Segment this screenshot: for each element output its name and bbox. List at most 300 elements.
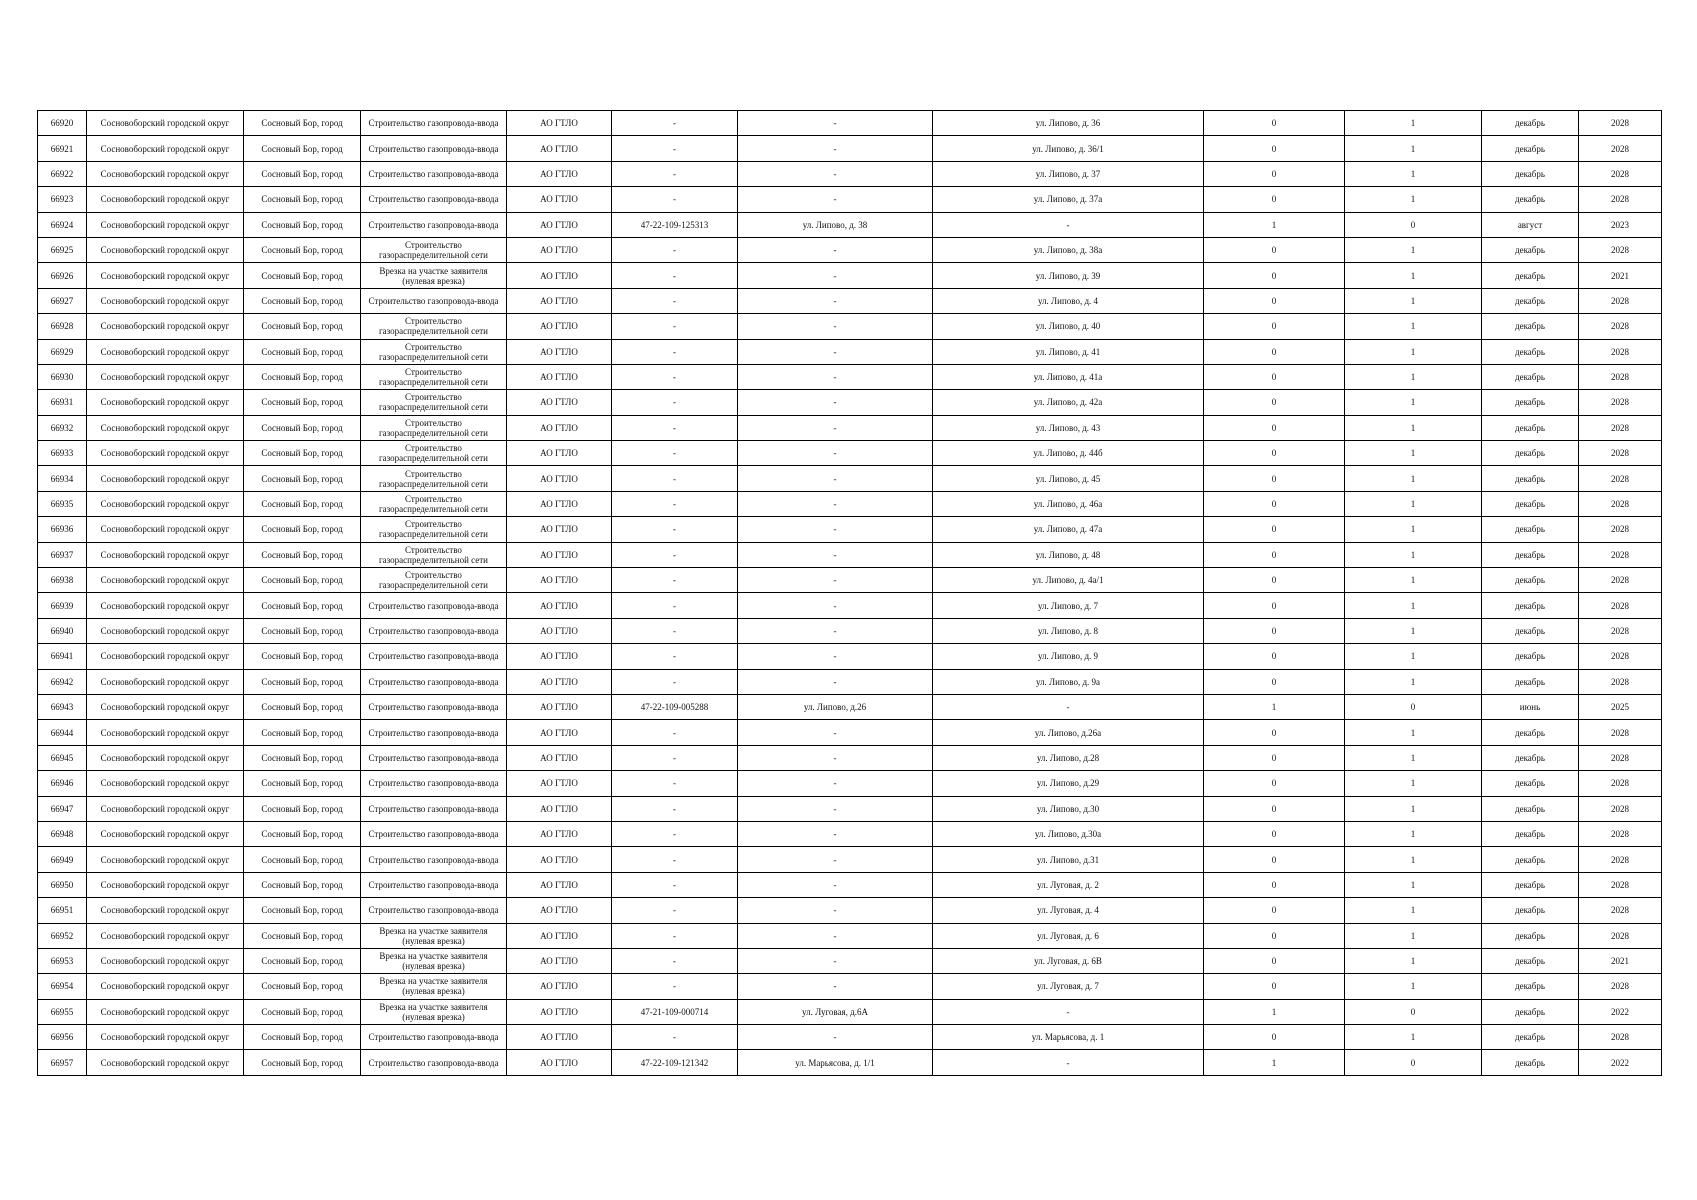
cell-value-b: 1: [1345, 847, 1482, 872]
cell-value-a: 0: [1204, 948, 1345, 973]
cell-month: декабрь: [1482, 847, 1579, 872]
cell-value-a: 0: [1204, 517, 1345, 542]
cell-object-address: -: [738, 415, 933, 440]
cell-work-type: Строительство газораспределительной сети: [361, 415, 507, 440]
cell-month: декабрь: [1482, 923, 1579, 948]
cell-cadastral-number: -: [612, 263, 738, 288]
cell-cadastral-number: -: [612, 821, 738, 846]
cell-settlement: Сосновый Бор, город: [244, 720, 361, 745]
cell-cadastral-number: -: [612, 542, 738, 567]
cell-operator: АО ГТЛО: [507, 441, 612, 466]
table-row: [38, 948, 1662, 973]
cell-object-address: -: [738, 669, 933, 694]
cell-year: 2028: [1579, 796, 1662, 821]
cell-row-number: 66939: [38, 593, 87, 618]
cell-year: 2028: [1579, 415, 1662, 440]
table-row: [38, 644, 1662, 669]
cell-settlement: Сосновый Бор, город: [244, 364, 361, 389]
cell-row-number: 66938: [38, 568, 87, 593]
cell-object-address: -: [738, 618, 933, 643]
cell-year: 2028: [1579, 136, 1662, 161]
cell-work-type: Строительство газопровода-ввода: [361, 212, 507, 237]
cell-month: декабрь: [1482, 796, 1579, 821]
cell-connection-address: ул. Липово, д.30: [933, 796, 1204, 821]
cell-object-address: -: [738, 796, 933, 821]
cell-operator: АО ГТЛО: [507, 694, 612, 719]
cell-value-a: 0: [1204, 898, 1345, 923]
cell-object-address: -: [738, 517, 933, 542]
cell-row-number: 66930: [38, 364, 87, 389]
cell-year: 2021: [1579, 263, 1662, 288]
cell-settlement: Сосновый Бор, город: [244, 187, 361, 212]
cell-month: декабрь: [1482, 644, 1579, 669]
cell-cadastral-number: -: [612, 644, 738, 669]
cell-object-address: -: [738, 898, 933, 923]
cell-month: декабрь: [1482, 999, 1579, 1024]
cell-year: 2028: [1579, 720, 1662, 745]
cell-value-b: 1: [1345, 237, 1482, 262]
cell-operator: АО ГТЛО: [507, 517, 612, 542]
cell-object-address: -: [738, 390, 933, 415]
cell-operator: АО ГТЛО: [507, 923, 612, 948]
cell-cadastral-number: -: [612, 898, 738, 923]
cell-object-address: -: [738, 542, 933, 567]
cell-settlement: Сосновый Бор, город: [244, 847, 361, 872]
table-row: [38, 669, 1662, 694]
cell-operator: АО ГТЛО: [507, 618, 612, 643]
cell-district: Сосновоборский городской округ: [87, 263, 244, 288]
cell-value-a: 0: [1204, 593, 1345, 618]
cell-month: декабрь: [1482, 187, 1579, 212]
cell-value-b: 1: [1345, 441, 1482, 466]
cell-month: декабрь: [1482, 1025, 1579, 1050]
cell-object-address: -: [738, 263, 933, 288]
cell-value-a: 0: [1204, 1025, 1345, 1050]
cell-settlement: Сосновый Бор, город: [244, 796, 361, 821]
table-row: [38, 974, 1662, 999]
cell-year: 2028: [1579, 974, 1662, 999]
cell-work-type: Строительство газораспределительной сети: [361, 364, 507, 389]
cell-year: 2028: [1579, 644, 1662, 669]
cell-district: Сосновоборский городской округ: [87, 441, 244, 466]
cell-operator: АО ГТЛО: [507, 136, 612, 161]
cell-work-type: Строительство газопровода-ввода: [361, 796, 507, 821]
cell-operator: АО ГТЛО: [507, 948, 612, 973]
cell-object-address: -: [738, 644, 933, 669]
cell-cadastral-number: -: [612, 618, 738, 643]
cell-district: Сосновоборский городской округ: [87, 644, 244, 669]
cell-operator: АО ГТЛО: [507, 364, 612, 389]
cell-district: Сосновоборский городской округ: [87, 542, 244, 567]
cell-connection-address: ул. Липово, д. 38а: [933, 237, 1204, 262]
cell-value-b: 1: [1345, 974, 1482, 999]
cell-settlement: Сосновый Бор, город: [244, 517, 361, 542]
cell-settlement: Сосновый Бор, город: [244, 999, 361, 1024]
cell-connection-address: ул. Липово, д.29: [933, 771, 1204, 796]
cell-value-a: 0: [1204, 847, 1345, 872]
cell-year: 2028: [1579, 339, 1662, 364]
cell-year: 2028: [1579, 568, 1662, 593]
cell-work-type: Строительство газораспределительной сети: [361, 568, 507, 593]
cell-value-a: 0: [1204, 390, 1345, 415]
cell-year: 2021: [1579, 948, 1662, 973]
table-row: [38, 288, 1662, 313]
cell-connection-address: ул. Липово, д. 4: [933, 288, 1204, 313]
cell-operator: АО ГТЛО: [507, 720, 612, 745]
cell-connection-address: ул. Луговая, д. 6В: [933, 948, 1204, 973]
cell-work-type: Строительство газопровода-ввода: [361, 669, 507, 694]
cell-cadastral-number: -: [612, 669, 738, 694]
cell-month: декабрь: [1482, 872, 1579, 897]
cell-month: декабрь: [1482, 542, 1579, 567]
cell-row-number: 66947: [38, 796, 87, 821]
cell-work-type: Строительство газопровода-ввода: [361, 288, 507, 313]
cell-settlement: Сосновый Бор, город: [244, 390, 361, 415]
cell-month: декабрь: [1482, 441, 1579, 466]
cell-operator: АО ГТЛО: [507, 847, 612, 872]
table-row: [38, 517, 1662, 542]
cell-row-number: 66957: [38, 1050, 87, 1075]
cell-work-type: Врезка на участке заявителя (нулевая врезка): [361, 999, 507, 1024]
cell-connection-address: ул. Липово, д. 8: [933, 618, 1204, 643]
cell-row-number: 66952: [38, 923, 87, 948]
cell-year: 2022: [1579, 1050, 1662, 1075]
cell-district: Сосновоборский городской округ: [87, 111, 244, 136]
table-row: [38, 263, 1662, 288]
cell-month: декабрь: [1482, 568, 1579, 593]
cell-year: 2028: [1579, 821, 1662, 846]
cell-object-address: -: [738, 1025, 933, 1050]
cell-value-a: 0: [1204, 796, 1345, 821]
table-row: [38, 568, 1662, 593]
cell-value-b: 1: [1345, 263, 1482, 288]
cell-cadastral-number: -: [612, 441, 738, 466]
cell-row-number: 66954: [38, 974, 87, 999]
table-row: [38, 771, 1662, 796]
cell-object-address: -: [738, 745, 933, 770]
cell-cadastral-number: -: [612, 111, 738, 136]
cell-connection-address: ул. Липово, д. 47а: [933, 517, 1204, 542]
cell-row-number: 66925: [38, 237, 87, 262]
cell-work-type: Строительство газораспределительной сети: [361, 237, 507, 262]
cell-object-address: -: [738, 872, 933, 897]
cell-district: Сосновоборский городской округ: [87, 669, 244, 694]
cell-month: август: [1482, 212, 1579, 237]
cell-cadastral-number: -: [612, 390, 738, 415]
cell-object-address: ул. Липово, д. 38: [738, 212, 933, 237]
cell-object-address: -: [738, 568, 933, 593]
cell-object-address: ул. Луговая, д.6А: [738, 999, 933, 1024]
cell-year: 2028: [1579, 441, 1662, 466]
cell-month: декабрь: [1482, 517, 1579, 542]
cell-district: Сосновоборский городской округ: [87, 161, 244, 186]
cell-connection-address: ул. Луговая, д. 6: [933, 923, 1204, 948]
cell-value-a: 0: [1204, 339, 1345, 364]
cell-row-number: 66926: [38, 263, 87, 288]
cell-value-b: 1: [1345, 364, 1482, 389]
table-row: [38, 441, 1662, 466]
cell-object-address: -: [738, 161, 933, 186]
table-row: [38, 923, 1662, 948]
cell-settlement: Сосновый Бор, город: [244, 745, 361, 770]
cell-year: 2028: [1579, 491, 1662, 516]
cell-year: 2028: [1579, 390, 1662, 415]
cell-year: 2028: [1579, 364, 1662, 389]
table-row: [38, 694, 1662, 719]
cell-value-b: 1: [1345, 898, 1482, 923]
cell-value-b: 1: [1345, 466, 1482, 491]
cell-value-a: 0: [1204, 187, 1345, 212]
cell-object-address: -: [738, 948, 933, 973]
cell-row-number: 66948: [38, 821, 87, 846]
cell-work-type: Строительство газораспределительной сети: [361, 390, 507, 415]
cell-district: Сосновоборский городской округ: [87, 568, 244, 593]
cell-row-number: 66922: [38, 161, 87, 186]
cell-value-a: 0: [1204, 263, 1345, 288]
cell-work-type: Врезка на участке заявителя (нулевая врезка): [361, 923, 507, 948]
cell-connection-address: ул. Липово, д. 42а: [933, 390, 1204, 415]
cell-row-number: 66927: [38, 288, 87, 313]
cell-month: июнь: [1482, 694, 1579, 719]
cell-cadastral-number: -: [612, 314, 738, 339]
cell-value-a: 0: [1204, 872, 1345, 897]
cell-object-address: -: [738, 847, 933, 872]
cell-operator: АО ГТЛО: [507, 415, 612, 440]
table-row: [38, 339, 1662, 364]
cell-month: декабрь: [1482, 593, 1579, 618]
cell-object-address: -: [738, 314, 933, 339]
cell-value-b: 1: [1345, 339, 1482, 364]
cell-value-b: 1: [1345, 1025, 1482, 1050]
cell-value-b: 1: [1345, 491, 1482, 516]
cell-cadastral-number: -: [612, 974, 738, 999]
cell-connection-address: ул. Липово, д. 4а/1: [933, 568, 1204, 593]
cell-row-number: 66920: [38, 111, 87, 136]
cell-settlement: Сосновый Бор, город: [244, 771, 361, 796]
cell-value-a: 0: [1204, 161, 1345, 186]
cell-cadastral-number: -: [612, 923, 738, 948]
cell-settlement: Сосновый Бор, город: [244, 491, 361, 516]
cell-district: Сосновоборский городской округ: [87, 796, 244, 821]
cell-value-a: 0: [1204, 466, 1345, 491]
table-row: [38, 212, 1662, 237]
cell-cadastral-number: -: [612, 364, 738, 389]
cell-cadastral-number: -: [612, 187, 738, 212]
cell-value-a: 1: [1204, 694, 1345, 719]
cell-year: 2028: [1579, 517, 1662, 542]
cell-district: Сосновоборский городской округ: [87, 923, 244, 948]
cell-operator: АО ГТЛО: [507, 237, 612, 262]
cell-settlement: Сосновый Бор, город: [244, 237, 361, 262]
table-row: [38, 745, 1662, 770]
cell-value-a: 0: [1204, 771, 1345, 796]
cell-row-number: 66928: [38, 314, 87, 339]
cell-connection-address: ул. Липово, д. 43: [933, 415, 1204, 440]
cell-operator: АО ГТЛО: [507, 745, 612, 770]
cell-object-address: -: [738, 441, 933, 466]
cell-value-a: 1: [1204, 999, 1345, 1024]
cell-month: декабрь: [1482, 364, 1579, 389]
cell-operator: АО ГТЛО: [507, 339, 612, 364]
cell-district: Сосновоборский городской округ: [87, 517, 244, 542]
cell-month: декабрь: [1482, 390, 1579, 415]
cell-operator: АО ГТЛО: [507, 111, 612, 136]
cell-value-a: 0: [1204, 542, 1345, 567]
cell-operator: АО ГТЛО: [507, 314, 612, 339]
cell-connection-address: ул. Липово, д. 37: [933, 161, 1204, 186]
cell-operator: АО ГТЛО: [507, 796, 612, 821]
cell-month: декабрь: [1482, 821, 1579, 846]
cell-value-b: 0: [1345, 694, 1482, 719]
cell-work-type: Врезка на участке заявителя (нулевая врезка): [361, 263, 507, 288]
cell-settlement: Сосновый Бор, город: [244, 212, 361, 237]
cell-value-a: 1: [1204, 1050, 1345, 1075]
cell-row-number: 66956: [38, 1025, 87, 1050]
cell-work-type: Строительство газопровода-ввода: [361, 821, 507, 846]
cell-operator: АО ГТЛО: [507, 263, 612, 288]
cell-cadastral-number: -: [612, 136, 738, 161]
cell-cadastral-number: -: [612, 491, 738, 516]
cell-cadastral-number: -: [612, 796, 738, 821]
cell-settlement: Сосновый Бор, город: [244, 314, 361, 339]
cell-object-address: -: [738, 466, 933, 491]
cell-object-address: ул. Липово, д.26: [738, 694, 933, 719]
cell-district: Сосновоборский городской округ: [87, 1050, 244, 1075]
cell-year: 2028: [1579, 161, 1662, 186]
cell-cadastral-number: -: [612, 1025, 738, 1050]
cell-settlement: Сосновый Бор, город: [244, 1050, 361, 1075]
cell-work-type: Строительство газопровода-ввода: [361, 136, 507, 161]
cell-value-a: 0: [1204, 288, 1345, 313]
cell-value-b: 1: [1345, 745, 1482, 770]
cell-cadastral-number: -: [612, 415, 738, 440]
table-row: [38, 491, 1662, 516]
cell-value-b: 1: [1345, 593, 1482, 618]
cell-district: Сосновоборский городской округ: [87, 898, 244, 923]
table-row: [38, 796, 1662, 821]
cell-operator: АО ГТЛО: [507, 669, 612, 694]
cell-value-b: 1: [1345, 720, 1482, 745]
cell-year: 2028: [1579, 669, 1662, 694]
cell-value-b: 1: [1345, 568, 1482, 593]
cell-value-b: 1: [1345, 771, 1482, 796]
cell-settlement: Сосновый Бор, город: [244, 923, 361, 948]
cell-work-type: Строительство газораспределительной сети: [361, 466, 507, 491]
table-row: [38, 618, 1662, 643]
cell-settlement: Сосновый Бор, город: [244, 415, 361, 440]
cell-month: декабрь: [1482, 745, 1579, 770]
cell-connection-address: ул. Липово, д. 7: [933, 593, 1204, 618]
cell-connection-address: ул. Липово, д.31: [933, 847, 1204, 872]
cell-connection-address: ул. Липово, д. 48: [933, 542, 1204, 567]
cell-value-b: 1: [1345, 923, 1482, 948]
cell-row-number: 66941: [38, 644, 87, 669]
table-row: [38, 847, 1662, 872]
cell-settlement: Сосновый Бор, город: [244, 821, 361, 846]
table-row: [38, 1025, 1662, 1050]
cell-work-type: Строительство газораспределительной сети: [361, 441, 507, 466]
cell-district: Сосновоборский городской округ: [87, 974, 244, 999]
cell-year: 2022: [1579, 999, 1662, 1024]
cell-operator: АО ГТЛО: [507, 491, 612, 516]
cell-object-address: -: [738, 720, 933, 745]
cell-district: Сосновоборский городской округ: [87, 618, 244, 643]
cell-operator: АО ГТЛО: [507, 542, 612, 567]
cell-cadastral-number: 47-22-109-125313: [612, 212, 738, 237]
cell-year: 2028: [1579, 771, 1662, 796]
cell-year: 2028: [1579, 288, 1662, 313]
cell-month: декабрь: [1482, 898, 1579, 923]
cell-row-number: 66943: [38, 694, 87, 719]
cell-object-address: -: [738, 593, 933, 618]
cell-row-number: 66921: [38, 136, 87, 161]
cell-value-b: 1: [1345, 542, 1482, 567]
data-table: [37, 110, 1662, 1076]
cell-cadastral-number: 47-22-109-121342: [612, 1050, 738, 1075]
cell-district: Сосновоборский городской округ: [87, 466, 244, 491]
cell-connection-address: ул. Липово, д.28: [933, 745, 1204, 770]
cell-work-type: Строительство газопровода-ввода: [361, 644, 507, 669]
cell-row-number: 66940: [38, 618, 87, 643]
cell-operator: АО ГТЛО: [507, 1050, 612, 1075]
cell-row-number: 66933: [38, 441, 87, 466]
cell-object-address: ул. Марьясова, д. 1/1: [738, 1050, 933, 1075]
cell-work-type: Строительство газопровода-ввода: [361, 1050, 507, 1075]
cell-value-a: 0: [1204, 491, 1345, 516]
cell-value-b: 1: [1345, 796, 1482, 821]
cell-month: декабрь: [1482, 771, 1579, 796]
cell-district: Сосновоборский городской округ: [87, 999, 244, 1024]
cell-work-type: Строительство газопровода-ввода: [361, 720, 507, 745]
cell-row-number: 66955: [38, 999, 87, 1024]
cell-value-a: 0: [1204, 745, 1345, 770]
cell-cadastral-number: -: [612, 237, 738, 262]
cell-object-address: -: [738, 364, 933, 389]
cell-value-a: 0: [1204, 568, 1345, 593]
cell-month: декабрь: [1482, 111, 1579, 136]
cell-district: Сосновоборский городской округ: [87, 847, 244, 872]
cell-month: декабрь: [1482, 466, 1579, 491]
cell-value-b: 1: [1345, 669, 1482, 694]
cell-operator: АО ГТЛО: [507, 390, 612, 415]
cell-operator: АО ГТЛО: [507, 288, 612, 313]
cell-row-number: 66949: [38, 847, 87, 872]
cell-month: декабрь: [1482, 948, 1579, 973]
cell-work-type: Строительство газопровода-ввода: [361, 745, 507, 770]
cell-row-number: 66953: [38, 948, 87, 973]
cell-operator: АО ГТЛО: [507, 1025, 612, 1050]
cell-settlement: Сосновый Бор, город: [244, 441, 361, 466]
cell-work-type: Строительство газопровода-ввода: [361, 593, 507, 618]
cell-object-address: -: [738, 821, 933, 846]
cell-object-address: -: [738, 339, 933, 364]
table-row: [38, 999, 1662, 1024]
cell-row-number: 66923: [38, 187, 87, 212]
cell-month: декабрь: [1482, 974, 1579, 999]
cell-district: Сосновоборский городской округ: [87, 415, 244, 440]
cell-cadastral-number: 47-21-109-000714: [612, 999, 738, 1024]
cell-row-number: 66932: [38, 415, 87, 440]
cell-operator: АО ГТЛО: [507, 593, 612, 618]
cell-month: декабрь: [1482, 669, 1579, 694]
cell-connection-address: ул. Липово, д. 44б: [933, 441, 1204, 466]
cell-district: Сосновоборский городской округ: [87, 720, 244, 745]
cell-value-a: 0: [1204, 923, 1345, 948]
cell-cadastral-number: -: [612, 872, 738, 897]
cell-cadastral-number: -: [612, 161, 738, 186]
cell-work-type: Строительство газораспределительной сети: [361, 491, 507, 516]
cell-work-type: Строительство газопровода-ввода: [361, 872, 507, 897]
